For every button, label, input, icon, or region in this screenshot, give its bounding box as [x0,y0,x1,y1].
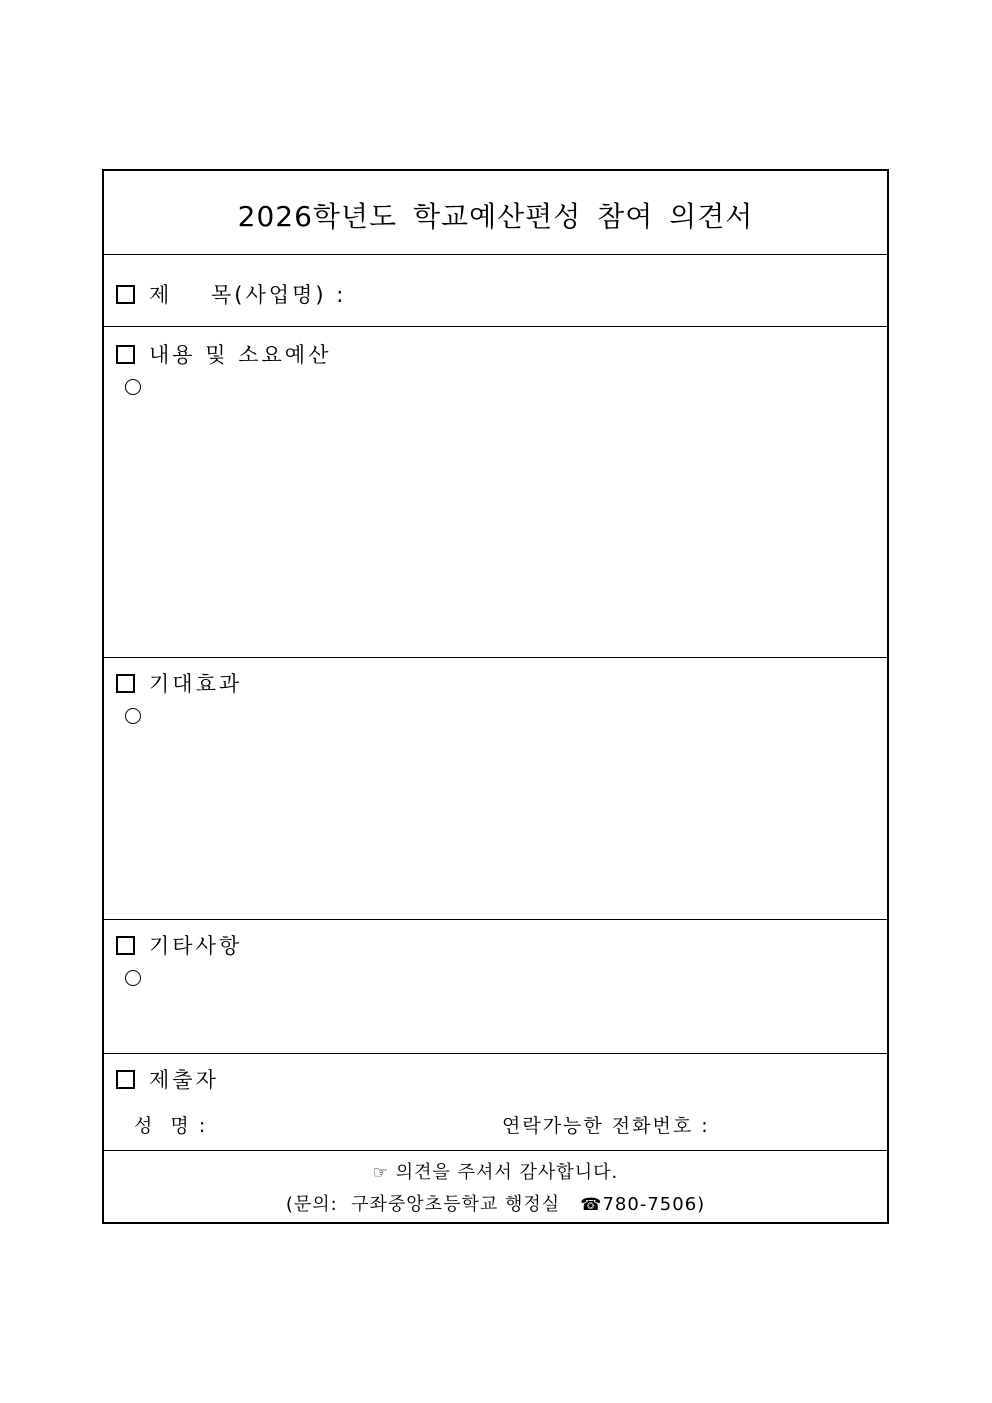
telephone-icon: ☎ [580,1195,603,1215]
other-matters-heading [116,930,242,960]
effect-bullet-icon [125,708,141,724]
content-budget-checkbox[interactable] [116,345,135,364]
other-matters-checkbox[interactable] [116,936,135,955]
expected-effect-label: 기대효과 [149,672,243,696]
expected-effect-heading [116,668,242,698]
project-name-heading [116,279,346,309]
submitter-checkbox[interactable] [116,1070,135,1089]
inquiry-phone: 780-7506) [602,1194,706,1215]
other-bullet-icon [125,970,141,986]
submitter-name-label: 성 명 : [134,1115,208,1137]
form-title: 2026학년도 학교예산편성 참여 의견서 [237,200,754,233]
title-row [104,171,887,255]
opinion-form [102,169,889,1224]
expected-effect-checkbox[interactable] [116,674,135,693]
thanks-text: 의견을 주셔서 감사합니다. [395,1162,619,1183]
project-name-row [104,255,887,327]
expected-effect-row [104,658,887,920]
submitter-heading [116,1064,219,1094]
contact-phone-label: 연락가능한 전화번호 : [502,1115,710,1137]
inquiry-text: (문의: 구좌중앙초등학교 행정실 [285,1194,561,1215]
content-budget-label: 내용 및 소요예산 [149,343,332,367]
inquiry-line [104,1190,887,1216]
content-bullet-icon [125,379,141,395]
submitter-label: 제출자 [149,1068,219,1092]
thanks-message [104,1158,887,1184]
other-matters-label: 기타사항 [149,934,243,958]
content-budget-heading [116,339,331,369]
content-budget-row [104,327,887,658]
thanks-row [104,1151,887,1224]
pointing-hand-icon: ☞ [372,1163,390,1183]
other-matters-row [104,920,887,1054]
project-name-checkbox[interactable] [116,285,135,304]
submitter-row [104,1054,887,1151]
project-name-label: 제 목(사업명) : [149,283,347,307]
